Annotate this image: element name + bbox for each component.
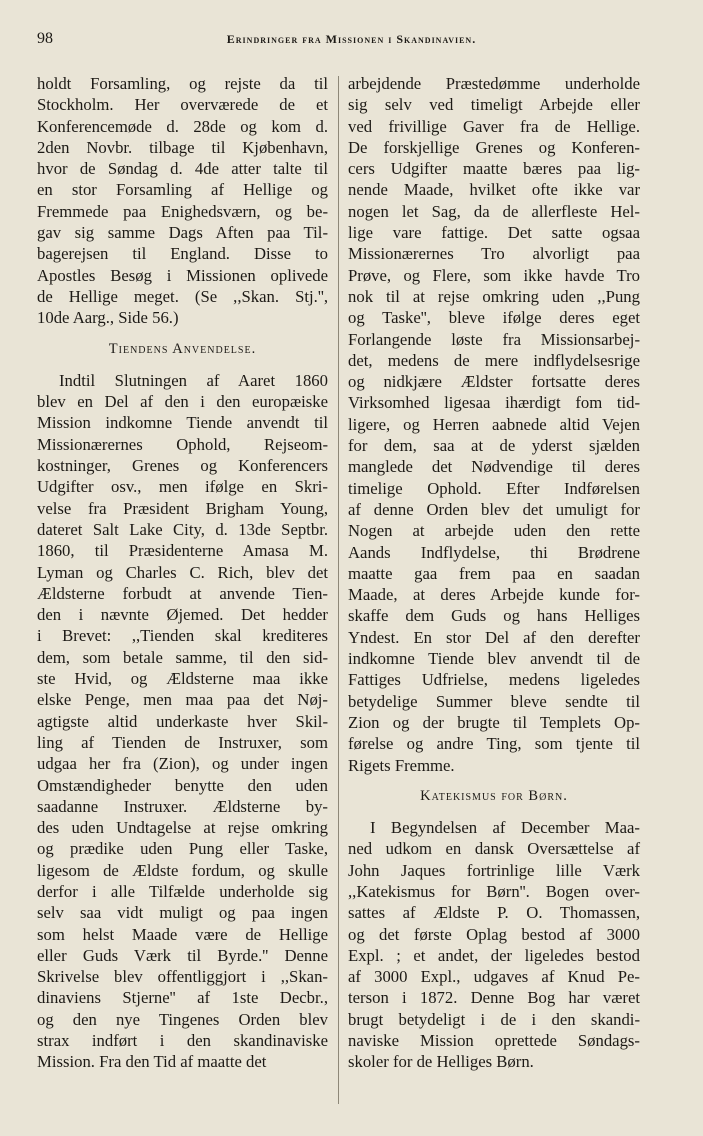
text-line: Nogen at arbejde uden den rette [348,521,640,541]
text-line: nok til at rejse omkring uden ,,Pung [348,286,640,306]
text-line: maatte gaa frem paa en saadan [348,563,640,583]
text-line: og den nye Tingenes Orden blev [37,1009,328,1029]
text-line: sattes af Ældste P. O. Thomassen, [348,903,640,923]
text-line: agtigste altid underkaste hver Skil- [37,711,328,731]
text-line: naviske Mission oprettede Søndags- [348,1031,640,1051]
text-line: for dem, saa at de yderst sjælden [348,436,640,456]
text-line: Apostles Besøg i Missionen oplivede [37,265,328,285]
right-column [348,73,640,1073]
text-line: bagerejsen til England. Disse to [37,244,328,264]
text-line: I Begyndelsen af December Maa- [370,818,640,838]
text-line: Zion og der brugte til Templets Op- [348,712,640,732]
text-line: terson i 1872. Denne Bog har været [348,988,640,1008]
text-line: Forlangende løste fra Missionsarbej- [348,329,640,349]
text-line: Udgifter osv., men ifølge en Skri- [37,477,328,497]
spacer [37,360,328,370]
text-line: Mission indkomne Tiende anvendt til [37,413,328,433]
page-header [37,30,666,54]
text-line: de Hellige meget. (Se ,,Skan. Stj.'', [37,286,328,306]
text-line: Rigets Fremme. [348,755,455,775]
text-line: holdt Forsamling, og rejste da til [37,74,328,93]
text-line: i Brevet: ,,Tienden skal krediteres [37,626,328,646]
text-line: Lyman og Charles C. Rich, blev det [37,562,328,582]
text-line: indkomne Tiende blev anvendt til de [348,649,640,669]
text-line: 10de Aarg., Side 56.) [37,308,179,328]
text-line: nende Maade, hvilket ofte ikke var [348,180,640,200]
text-line: Missionærernes Ophold, Rejseom- [37,434,328,454]
text-line: arbejdende Præstedømme underholde [348,74,640,93]
text-line: og nidkjære Ældster fortsatte deres [348,372,640,392]
text-line: Prøve, og Flere, som ikke havde Tro [348,265,640,285]
text-line: udgaa her fra (Zion), og under ingen [37,754,328,774]
text-line: førelse og andre Ting, som tjente til [348,734,640,754]
text-line: Maade, at deres Arbejde kunde for- [348,585,640,605]
text-line: manglede det Nødvendige til deres [348,457,640,477]
section-heading-tithing: Tiendens Anvendelse. [108,340,257,357]
text-line: saadanne Instruxer. Ældsterne by- [37,796,328,816]
text-line: John Jaques fortrinlige lille Værk [348,860,640,880]
text-line: dem, som betale samme, til den sid- [37,647,328,667]
text-line: brugt betydeligt i de i den skandi- [348,1009,640,1029]
text-line: Aands Indflydelse, thi Brødrene [348,542,640,562]
text-line: skoler for de Helliges Børn. [348,1052,534,1072]
text-line: derfor i alle Tilfælde underholde sig [37,881,328,901]
text-line: kostninger, Grenes og Konferencers [37,456,328,476]
text-line: blev en Del af den i den europæiske [37,392,328,412]
column-divider [338,76,339,1104]
text-line: og Taske'', bleve ifølge deres eget [348,308,640,328]
text-line: sig selv ved timeligt Arbejde eller [348,95,640,115]
section-heading-catechism: Katekismus for Børn. [420,787,568,804]
text-line: Stockholm. Her overværede de et [37,95,328,115]
text-line: ling af Tienden de Instruxer, som [37,732,328,752]
text-line: af 3000 Expl., udgaves af Knud Pe- [348,967,640,987]
page-number: 98 [37,30,53,47]
text-line: Yndest. En stor Del af den derefter [348,627,640,647]
text-line: 2den Novbr. tilbage til Kjøbenhavn, [37,137,328,157]
text-line: timelige Ophold. Efter Indførelsen [348,478,640,498]
spacer [348,807,640,817]
text-line: Mission. Fra den Tid af maatte det [37,1052,267,1072]
spacer [37,329,328,339]
text-line: skaffe dem Guds og hans Helliges [348,606,640,626]
text-line: Virksomhed ligesaa ihærdigt fom tid- [348,393,640,413]
text-line: en stor Forsamling af Hellige og [37,180,328,200]
text-line: ,,Katekismus for Børn''. Bogen over- [348,881,640,901]
text-line: betydelige Summer bleve sendte til [348,691,640,711]
text-line: eller Guds Værk til Byrde.'' Denne [37,945,328,965]
text-line: og det første Oplag bestod af 3000 [348,924,640,944]
text-line: Ældsterne forbudt at anvende Tien- [37,583,328,603]
running-title: Erindringer fra Missionen i Skandinavien. [226,32,477,46]
text-line: lige vare fattige. Det satte ogsaa [348,223,640,243]
spacer [348,776,640,786]
text-line: og prædike uden Pung eller Taske, [37,839,328,859]
text-line: De forskjellige Grenes og Konferen- [348,137,640,157]
text-line: des uden Undtagelse at rejse omkring [37,818,328,838]
text-line: som helst Maade være de Hellige [37,924,328,944]
text-line: af denne Orden blev det umuligt for [348,499,640,519]
text-line: ligere, og Herren aabnede altid Vejen [348,414,640,434]
text-line: elske Penge, men maa paa det Nøj- [37,690,328,710]
text-line: ved frivillige Gaver fra de Hellige. [348,116,640,136]
text-line: ned udkom en dansk Oversættelse af [348,839,640,859]
text-line: Expl. ; et andet, der ligeledes bestod [348,945,640,965]
text-line: cers Udgifter maatte bæres paa lig- [348,159,640,179]
text-line: dateret Salt Lake City, d. 13de Septbr. [37,519,328,539]
text-line: hvor de Søndag d. 4de atter talte til [37,159,328,179]
left-paragraph-1 [37,73,328,329]
text-line: strax indført i den skandinaviske [37,1031,328,1051]
text-line: det, medens de mere indflydelsesrige [348,350,640,370]
text-line: 1860, til Præsidenterne Amasa M. [37,541,328,561]
text-line: den i nævnte Øjemed. Det hedder [37,605,328,625]
left-paragraph-2 [37,370,328,1073]
right-paragraph-1 [348,73,640,776]
text-line: Missionærernes Tro alvorligt paa [348,244,640,264]
left-column [37,73,328,1073]
text-line: Fattiges Udfrielse, medens ligeledes [348,670,640,690]
text-line: selv saa vidt muligt og paa ingen [37,903,328,923]
text-line: gav sig samme Dags Aften paa Til- [37,223,328,243]
text-line: ligesom de Ældste fordum, og skulle [37,860,328,880]
text-line: Omstændigheder benytte den uden [37,775,328,795]
text-line: Skrivelse blev offentliggjort i ,,Skan- [37,967,328,987]
text-line: ste Hvid, og Ældsterne maa ikke [37,669,328,689]
text-line: velse fra Præsident Brigham Young, [37,498,328,518]
text-line: nogen let Sag, da de allerfleste Hel- [348,201,640,221]
text-line: Konferencemøde d. 28de og kom d. [37,116,328,136]
text-line: dinaviens Stjerne'' af 1ste Decbr., [37,988,328,1008]
text-line: Indtil Slutningen af Aaret 1860 [59,370,328,390]
right-paragraph-2 [348,817,640,1073]
text-line: Fremmede paa Enighedsværn, og be- [37,201,328,221]
